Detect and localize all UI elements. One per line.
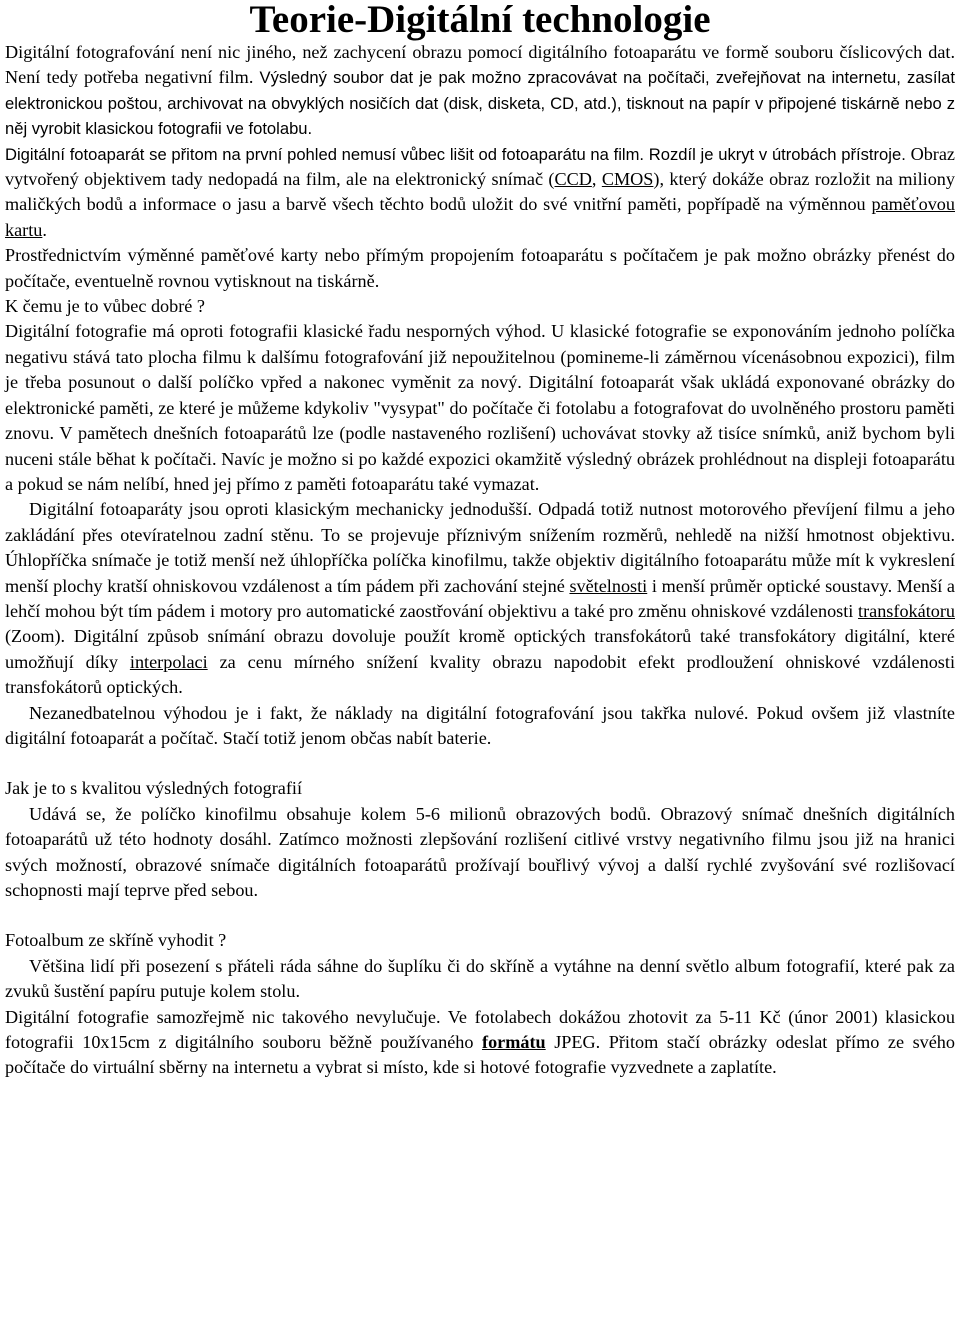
heading-fotoalbum: Fotoalbum ze skříně vyhodit ? bbox=[5, 930, 227, 951]
mechanics-text-d: za cenu mírného snížení kvality obrazu napodobit efekt prodloužení ohniskové vzdálenosti transfokátorů optických. bbox=[5, 651, 955, 698]
link-ccd[interactable]: CCD bbox=[554, 169, 592, 190]
paragraph-print bbox=[5, 1005, 955, 1081]
print-text-b: JPEG. Přitom stačí obrázky odeslat přímo ze svého počítače do virtuální sběrny na internetu a vybrat si místo, kde si hotové fotografie vyzvednete a zaplatíte. bbox=[5, 1032, 955, 1078]
intro-text-b: Výsledný soubor dat je pak možno zpracovávat na počítači, zveřejňovat na internetu, zasílat elektronickou poštou, archivovat na obvyklých nosičích dat (disk, disketa, CD, atd.), tisknout na papír v připojené tiskárně nebo z něj vyrobit klasickou fotografii ve fotolabu. bbox=[5, 68, 955, 139]
link-formatu[interactable]: formátu bbox=[482, 1032, 546, 1053]
link-interpolace[interactable]: interpolaci bbox=[129, 651, 208, 672]
paragraph-transfer: Prostřednictvím výměnné paměťové karty nebo přímým propojením fotoaparátu s počítačem je pak možno obrázky přenést do počítače, eventuelně rovnou vytisknout na tiskárně. bbox=[5, 245, 955, 291]
link-transfokator[interactable]: transfokátoru bbox=[858, 600, 955, 621]
heading-kvalita: Jak je to s kvalitou výsledných fotografií bbox=[5, 778, 303, 799]
paragraph-costs: Nezanedbatelnou výhodou je i fakt, že náklady na digitální fotografování jsou takřka nulové. Pokud ovšem již vlastníte digitální fotoaparát a počítač. Stačí totiž jenom občas nabít baterie. bbox=[5, 702, 955, 748]
camera-text-d: ), který dokáže obraz rozložit na miliony maličkých bodů a informace o jasu a barvě všech těchto bodů uložit do své vnitřní paměti, popřípadě na výměnnou bbox=[5, 169, 955, 215]
link-pametova-karta[interactable]: paměťovou kartu bbox=[5, 194, 955, 240]
camera-text-c: , bbox=[591, 169, 602, 190]
paragraph-intro bbox=[5, 40, 955, 142]
page-title: Teorie-Digitální technologie bbox=[249, 0, 711, 41]
camera-text-b: Obraz vytvořený objektivem tady nedopadá na film, ale na elektronický snímač ( bbox=[5, 143, 955, 190]
spacer bbox=[5, 903, 955, 928]
mechanics-text-b: i menší průměr optické soustavy. Menší a lehčí mohou být tím pádem i motory pro automatické zaostřování objektivu a také pro změnu ohniskové vzdálenosti bbox=[5, 575, 955, 621]
spacer bbox=[5, 751, 955, 776]
paragraph-quality: Udává se, že políčko kinofilmu obsahuje kolem 5-6 milionů obrazových bodů. Obrazový snímač dnešních digitálních fotoaparátů už této hodnoty dosáhl. Zatímco možnosti zlepšování rozlišení citlivé vrstvy negativního filmu jsou již na hranici svých možností, obrazové snímače digitálních fotoaparátů prožívají bouřlivý vývoj a další rychlé zvyšování své rozlišovací schopnosti mají teprve před sebou. bbox=[5, 803, 955, 900]
link-cmos[interactable]: CMOS bbox=[601, 169, 654, 190]
intro-text-a: Digitální fotografování není nic jiného, než zachycení obrazu pomocí digitálního fotoaparátu ve formě souboru číslicových dat. Není tedy potřeba negativní film. bbox=[5, 42, 955, 88]
heading-k-cemu: K čemu je to vůbec dobré ? bbox=[5, 296, 205, 317]
paragraph-mechanics bbox=[5, 497, 955, 700]
camera-text-a: Digitální fotoaparát se přitom na první pohled nemusí vůbec lišit od fotoaparátu na film. Rozdíl je ukryt v útrobách přístroje. bbox=[5, 144, 911, 164]
mechanics-text-a: Digitální fotoaparáty jsou oproti klasickým mechanicky jednodušší. Odpadá totiž nutnost motorového převíjení filmu a jeho zakládání přes otevíratelnou zadní stěnu. To se projevuje příznivým snížením rozměrů, nehledě na nižší hmotnost objektivu. Úhlopříčka snímače je totiž menší než úhlopříčka políčka kinofilmu, takže objektiv digitálního fotoaparátu může mít k vykreslení menší plochy kratší ohniskovou vzdálenost a tím pádem při zachování stejné bbox=[5, 499, 955, 596]
print-text-a: Digitální fotografie samozřejmě nic takového nevylučuje. Ve fotolabech dokážou zhotovit za 5-11 Kč (únor 2001) klasickou fotografii 10x15cm z digitálního souboru běžně používaného bbox=[5, 1006, 955, 1053]
mechanics-text-c: (Zoom). Digitální způsob snímání obrazu dovoluje použít kromě optických transfokátorů také transfokátory digitální, které umožňují díky bbox=[5, 626, 955, 672]
link-svetelnost[interactable]: světelnosti bbox=[569, 575, 648, 596]
paragraph-camera bbox=[5, 142, 955, 244]
paragraph-album: Většina lidí při posezení s přáteli ráda sáhne do šuplíku či do skříně a vytáhne na denní světlo album fotografií, které pak za zvuků šustění papíru putuje kolem stolu. bbox=[5, 955, 955, 1002]
paragraph-advantages: Digitální fotografie má oproti fotografii klasické řadu nesporných výhod. U klasické fotografie se exponováním jednoho políčka negativu stává tato plocha filmu k dalšímu fotografování již nepoužitelnou (pomineme-li záměrnou vícenásobnou expozici), film je třeba posunout o další políčko vpřed a nakonec vyměnit za nový. Digitální fotoaparát však ukládá exponované obrázky do elektronické paměti, ze které je můžeme kdykoliv "vysypat" do počítače či fotolabu a fotografovat do uvolněného prostoru paměti znovu. V pamětech dnešních fotoaparátů lze (podle nastaveného rozlišení) uchovávat stovky až tisíce snímků, aniž bychom byli nuceni stále běhat k počítači. Navíc je možno si po každé expozici okamžitě výsledný obrázek prohlédnout na displeji fotoaparátu a pokud se nám nelíbí, hned jej přímo z paměti fotoaparátu také vymazat. bbox=[5, 321, 955, 494]
camera-text-e: . bbox=[42, 219, 47, 240]
